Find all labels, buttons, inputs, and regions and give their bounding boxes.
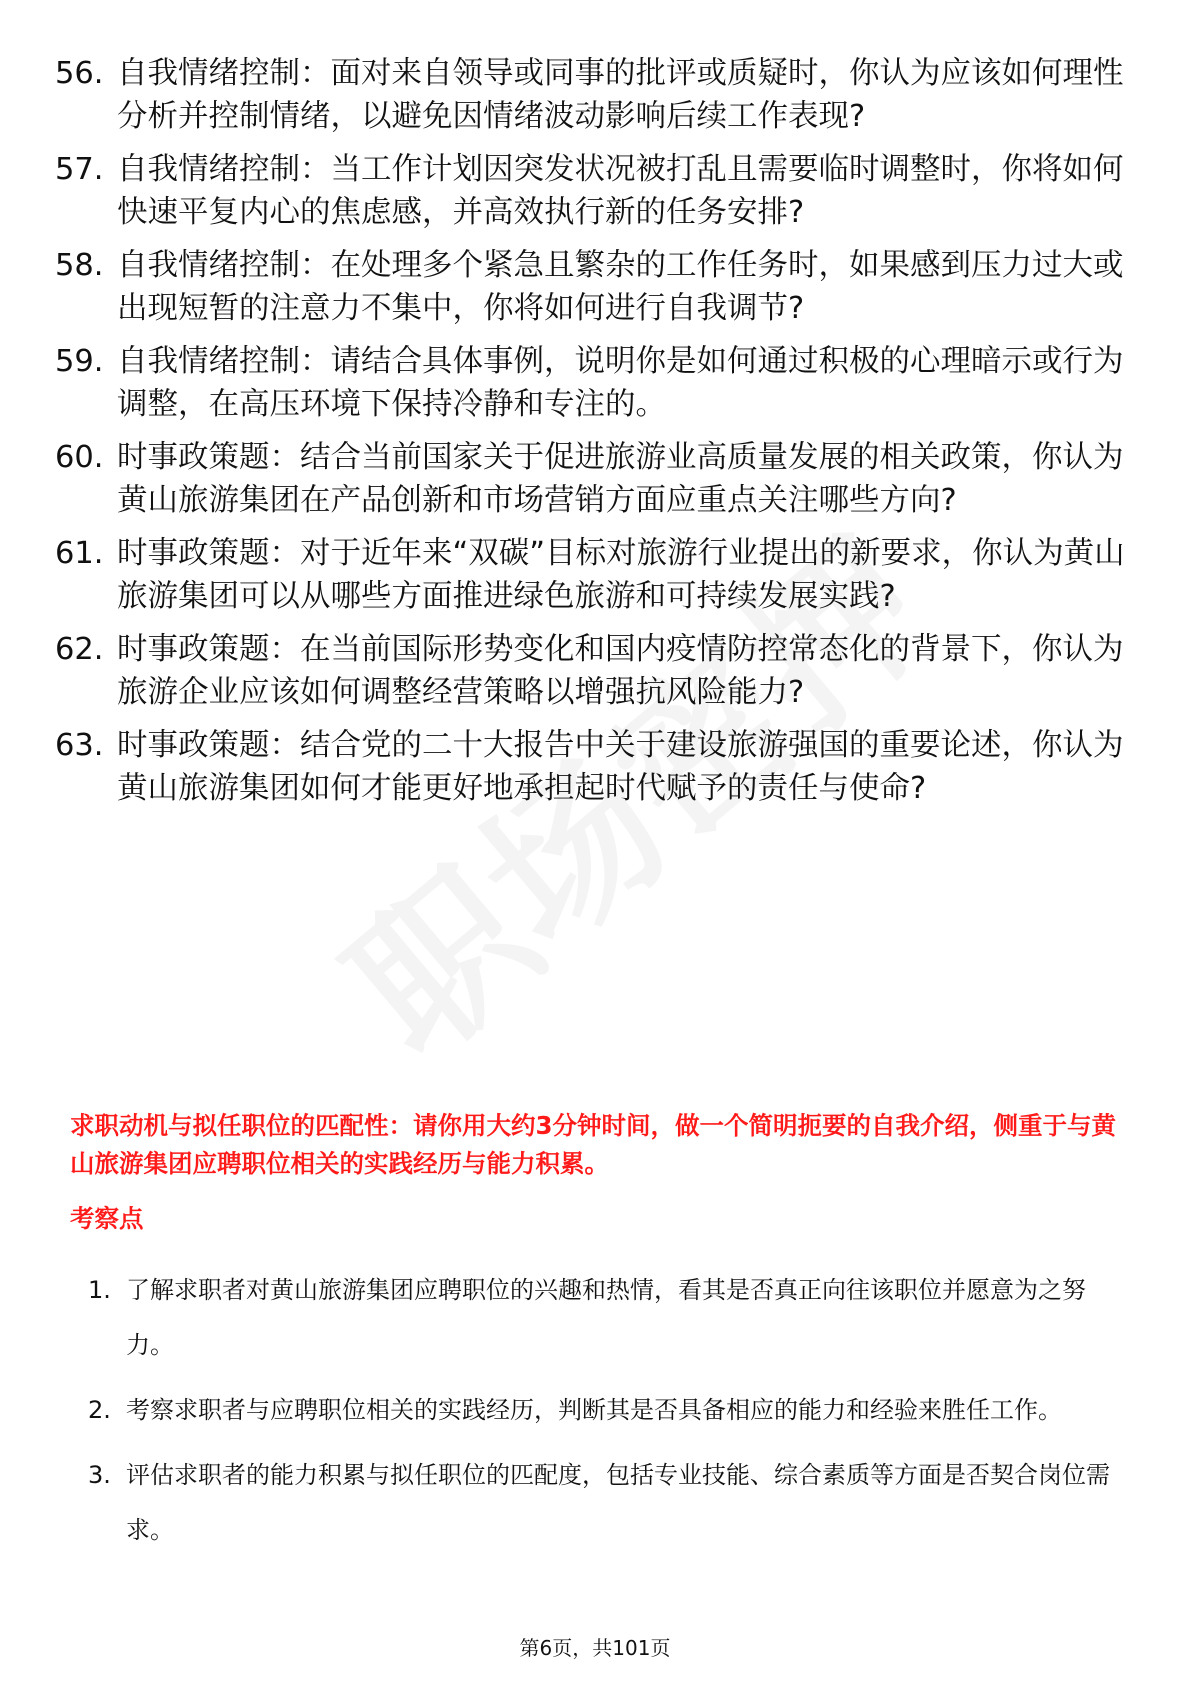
question-item	[55, 532, 1125, 618]
question-text: 自我情绪控制：面对来自领导或同事的批评或质疑时，你认为应该如何理性分析并控制情绪，以避免因情绪波动影响后续工作表现?	[117, 56, 1124, 134]
assessment-point	[88, 1448, 1128, 1558]
question-number: 58.	[55, 248, 104, 283]
question-text: 时事政策题：在当前国际形势变化和国内疫情防控常态化的背景下，你认为旅游企业应该如何调整经营策略以增强抗风险能力?	[117, 632, 1124, 710]
question-item	[55, 340, 1125, 426]
question-number: 61.	[55, 536, 104, 571]
question-text: 自我情绪控制：当工作计划因突发状况被打乱且需要临时调整时，你将如何快速平复内心的焦虑感，并高效执行新的任务安排?	[117, 152, 1124, 230]
question-number: 63.	[55, 728, 104, 763]
question-item	[55, 436, 1125, 522]
point-text: 了解求职者对黄山旅游集团应聘职位的兴趣和热情，看其是否真正向往该职位并愿意为之努力。	[126, 1276, 1086, 1359]
question-item	[55, 628, 1125, 714]
question-text: 时事政策题：结合当前国家关于促进旅游业高质量发展的相关政策，你认为黄山旅游集团在产品创新和市场营销方面应重点关注哪些方向?	[117, 440, 1124, 518]
question-number: 62.	[55, 632, 104, 667]
question-item	[55, 724, 1125, 810]
point-text: 评估求职者的能力积累与拟任职位的匹配度，包括专业技能、综合素质等方面是否契合岗位需求。	[126, 1461, 1110, 1544]
section-heading: 求职动机与拟任职位的匹配性：请你用大约3分钟时间，做一个简明扼要的自我介绍，侧重于与黄山旅游集团应聘职位相关的实践经历与能力积累。	[70, 1111, 1117, 1178]
question-text: 时事政策题：对于近年来“双碳”目标对旅游行业提出的新要求，你认为黄山旅游集团可以从哪些方面推进绿色旅游和可持续发展实践?	[117, 536, 1125, 614]
question-text: 自我情绪控制：在处理多个紧急且繁杂的工作任务时，如果感到压力过大或出现短暂的注意力不集中，你将如何进行自我调节?	[117, 248, 1124, 326]
point-number: 1.	[88, 1276, 111, 1304]
assessment-point	[88, 1383, 1128, 1438]
question-number: 57.	[55, 152, 104, 187]
question-number: 56.	[55, 56, 104, 91]
assessment-point	[88, 1263, 1128, 1373]
points-heading: 考察点	[70, 1204, 144, 1233]
question-number: 59.	[55, 344, 104, 379]
page-number-footer: 第6页，共101页	[519, 1636, 671, 1660]
question-item	[55, 244, 1125, 330]
question-number: 60.	[55, 440, 104, 475]
question-item	[55, 148, 1125, 234]
point-number: 3.	[88, 1461, 111, 1489]
assessment-points-list	[88, 1263, 1128, 1568]
question-item	[55, 52, 1125, 138]
point-text: 考察求职者与应聘职位相关的实践经历，判断其是否具备相应的能力和经验来胜任工作。	[126, 1396, 1062, 1424]
question-text: 时事政策题：结合党的二十大报告中关于建设旅游强国的重要论述，你认为黄山旅游集团如何才能更好地承担起时代赋予的责任与使命?	[117, 728, 1124, 806]
question-text: 自我情绪控制：请结合具体事例，说明你是如何通过积极的心理暗示或行为调整，在高压环境下保持冷静和专注的。	[117, 344, 1124, 422]
point-number: 2.	[88, 1396, 111, 1424]
question-list	[55, 52, 1125, 820]
